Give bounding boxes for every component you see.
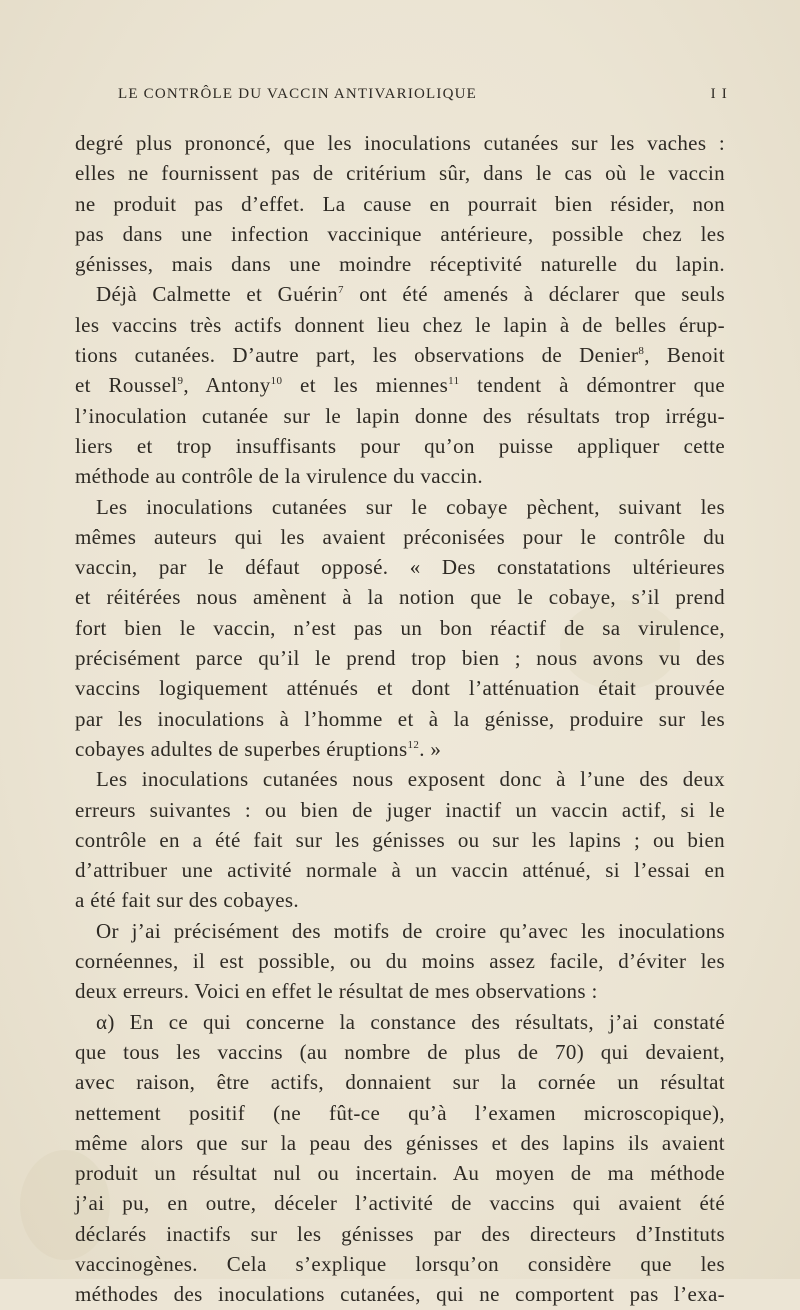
- text-segment: Les inoculations cutanées nous exposent donc à l’une des deux: [96, 767, 725, 792]
- text-segment: l’inoculation cutanée sur le lapin donne des résultats trop irrégu-: [75, 403, 725, 428]
- text-line: [75, 492, 725, 522]
- text-line: [75, 1067, 725, 1097]
- text-line: [75, 401, 725, 431]
- text-line: [75, 946, 725, 976]
- text-line: [75, 1249, 725, 1279]
- text-segment: déclarés inactifs sur les génisses par des directeurs d’Instituts: [75, 1221, 725, 1246]
- text-line: [75, 855, 725, 885]
- text-line: [75, 764, 725, 794]
- text-line: [75, 1279, 725, 1309]
- page-number: I I: [710, 86, 728, 102]
- text-segment: cornéennes, il est possible, ou du moins assez facile, d’éviter les: [75, 949, 725, 974]
- text-segment: produit un résultat nul ou incertain. Au moyen de ma méthode: [75, 1161, 725, 1186]
- text-line: [75, 673, 725, 703]
- text-segment: , Antony: [183, 373, 271, 398]
- text-line: [75, 976, 725, 1006]
- text-segment: vaccins logiquement atténués et dont l’atténuation était prouvée: [75, 676, 725, 701]
- text-line: [75, 704, 725, 734]
- text-segment: même alors que sur la peau des génisses et des lapins ils avaient: [75, 1130, 725, 1155]
- text-segment: fort bien le vaccin, n’est pas un bon réactif de sa virulence,: [75, 615, 725, 640]
- text-segment: nettement positif (ne fût-ce qu’à l’examen microscopique),: [75, 1100, 725, 1125]
- text-segment: Déjà Calmette et Guérin: [96, 282, 338, 307]
- text-line: [75, 340, 725, 370]
- text-segment: degré plus prononcé, que les inoculations cutanées sur les vaches :: [75, 131, 725, 155]
- text-segment: les vaccins très actifs donnent lieu chez le lapin à de belles érup-: [75, 312, 725, 337]
- text-segment: α) En ce qui concerne la constance des résultats, j’ai constaté: [96, 1009, 725, 1034]
- text-line: [75, 1007, 725, 1037]
- text-line: [75, 916, 725, 946]
- text-line: [75, 734, 725, 764]
- text-segment: erreurs suivantes : ou bien de juger inactif un vaccin actif, si le: [75, 797, 725, 822]
- text-segment: elles ne fournissent pas de critérium sûr, dans le cas où le vaccin: [75, 161, 725, 186]
- text-segment: liers et trop insuffisants pour qu’on puisse appliquer cette: [75, 433, 725, 458]
- text-segment: méthode au contrôle de la virulence du vaccin.: [75, 464, 483, 489]
- text-line: [75, 431, 725, 461]
- text-segment: contrôle en a été fait sur les génisses ou sur les lapins ; ou bien: [75, 827, 725, 852]
- page-header: [118, 86, 728, 110]
- text-line: [75, 249, 725, 279]
- text-line: [75, 825, 725, 855]
- text-line: [75, 128, 725, 158]
- text-line: [75, 795, 725, 825]
- text-segment: pas dans une infection vaccinique antérieure, possible chez les: [75, 221, 725, 246]
- text-segment: deux erreurs. Voici en effet le résultat de mes observations :: [75, 979, 598, 1004]
- text-line: [75, 552, 725, 582]
- text-segment: ne produit pas d’effet. La cause en pourrait bien résider, non: [75, 191, 725, 216]
- text-line: [75, 885, 725, 915]
- text-line: [75, 522, 725, 552]
- text-segment: vaccinogènes. Cela s’explique lorsqu’on considère que les: [75, 1251, 725, 1276]
- text-segment: , Benoit: [644, 343, 725, 368]
- text-segment: a été fait sur des cobayes.: [75, 888, 300, 913]
- footnote-ref: 10: [270, 375, 283, 388]
- text-segment: et Roussel: [75, 373, 178, 398]
- text-segment: précisément parce qu’il le prend trop bien ; nous avons vu des: [75, 646, 725, 671]
- text-segment: méthodes des inoculations cutanées, qui ne comportent pas l’exa-: [75, 1282, 725, 1307]
- text-segment: avec raison, être actifs, donnaient sur la cornée un résultat: [75, 1070, 725, 1095]
- text-segment: mêmes auteurs qui les avaient préconisées pour le contrôle du: [75, 524, 725, 549]
- text-segment: que tous les vaccins (au nombre de plus de 70) qui devaient,: [75, 1039, 725, 1064]
- text-line: [75, 1098, 725, 1128]
- text-segment: vaccin, par le défaut opposé. « Des constatations ultérieures: [75, 555, 725, 580]
- text-line: [75, 582, 725, 612]
- text-segment: Or j’ai précisément des motifs de croire qu’avec les inoculations: [96, 918, 725, 943]
- text-line: [75, 1219, 725, 1249]
- text-segment: . »: [419, 736, 442, 761]
- text-segment: cobayes adultes de superbes éruptions: [75, 736, 408, 761]
- text-segment: par les inoculations à l’homme et à la génisse, produire sur les: [75, 706, 725, 731]
- text-line: [75, 279, 725, 309]
- text-segment: et les miennes: [282, 373, 449, 398]
- running-title: LE CONTRÔLE DU VACCIN ANTIVARIOLIQUE: [118, 86, 478, 102]
- text-line: [75, 1158, 725, 1188]
- text-line: [75, 1188, 725, 1218]
- text-line: [75, 310, 725, 340]
- text-line: [75, 1037, 725, 1067]
- text-segment: tions cutanées. D’autre part, les observations de Denier: [75, 343, 639, 368]
- text-segment: d’attribuer une activité normale à un vaccin atténué, si l’essai en: [75, 858, 725, 883]
- text-line: [75, 219, 725, 249]
- text-segment: tendent à démontrer que: [459, 373, 725, 398]
- text-line: [75, 1128, 725, 1158]
- text-segment: génisses, mais dans une moindre réceptivité naturelle du lapin.: [75, 252, 725, 277]
- text-line: [75, 370, 725, 400]
- text-segment: et réitérées nous amènent à la notion que le cobaye, s’il prend: [75, 585, 725, 610]
- footnote-ref: 9: [177, 375, 184, 388]
- footnote-ref: 12: [407, 738, 420, 751]
- text-line: [75, 189, 725, 219]
- text-segment: Les inoculations cutanées sur le cobaye pèchent, suivant les: [96, 494, 725, 519]
- text-segment: ont été amenés à déclarer que seuls: [343, 282, 725, 307]
- body-text: [75, 128, 725, 1310]
- footnote-ref: 7: [337, 284, 344, 297]
- text-segment: j’ai pu, en outre, déceler l’activité de vaccins qui avaient été: [75, 1191, 725, 1216]
- footnote-ref: 8: [638, 345, 645, 358]
- footnote-ref: 11: [448, 375, 460, 388]
- text-line: [75, 158, 725, 188]
- text-line: [75, 643, 725, 673]
- text-line: [75, 613, 725, 643]
- text-line: [75, 461, 725, 491]
